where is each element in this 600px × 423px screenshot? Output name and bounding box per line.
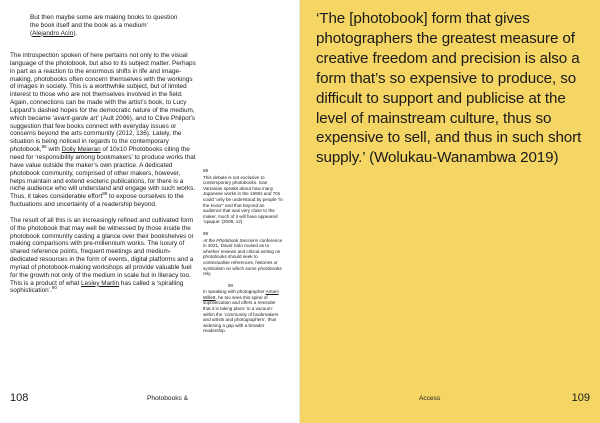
paragraph-1-text-d: of 10x10 Photobooks citing the need for ‘responsibility among bookmakers’ to produce works that have value outside the maker’s own practice. A dedicated photobook community, comprised of other makers, however, helps maintain and extend esoteric publications, for there is a niche audience who will understand and engage with such works. Thus, it takes considerable effort	[10, 146, 196, 201]
footnote-number: 89	[203, 230, 209, 236]
footnote-89	[203, 231, 283, 277]
footnote-text	[203, 289, 283, 334]
footnote-ref-90[interactable]: 90	[51, 285, 57, 291]
paragraph-1-italic: ‘avant-garde art’	[52, 114, 99, 122]
footnote-italic: At the Photobook Sessions	[203, 237, 259, 243]
paragraph-1-text-b: (Ault 2006), and to Clive Philpot’s suggestion that few books connect with everyday issues or concerns beyond the arts community (2012, 136). Lately, the situation is being noticed in regards to the contemporary photobook,	[10, 114, 195, 154]
footnote-90	[203, 283, 283, 334]
link-lesley-martin[interactable]: Lesley Martin	[81, 279, 120, 287]
footnote-number: 88	[203, 168, 209, 173]
book-gutter	[299, 0, 301, 423]
paragraph-2-text-b: has called a ‘spiralling sophistication’.	[10, 279, 184, 295]
pull-quote: ‘The [photobook] form that gives photographers the greatest measure of creative freedom and precision is also a form that’s so expensive to produce, so difficult to support and publicise at the level of mainstream culture, thus so expensive to sell, and thus in such short supply.’ (Wolukau-Wanambwa 2019)	[316, 10, 582, 167]
epigraph-close: ).	[73, 29, 78, 37]
footnote-text-rest: conference in 2021, David Solo mused as to whether reviews and critical writing on photobooks should seek to contextualise references, histories or symbolism on which some photobooks rely.	[203, 237, 283, 277]
running-head-right: Access	[419, 395, 441, 402]
footnote-number: 90	[228, 282, 234, 288]
paragraph-1-text-e: to expose ourselves to the fluctuations and uncertainty of a readership beyond.	[10, 193, 184, 209]
link-amani-willett[interactable]: Amani Willett	[203, 289, 279, 300]
footnote-text-b: , he too sees this spiral of sophistication and offers a reminder that it is taking place ‘in a vacuum’ within the ‘community of bookmakers and artists and photographers’, thus widening a gap with a broader readership.	[203, 294, 279, 334]
footnote-text	[203, 238, 283, 277]
page-number-left: 108	[10, 392, 29, 404]
body-text	[10, 52, 196, 303]
running-head-left: Photobooks &	[147, 395, 189, 402]
footnote-text-a: In speaking with photographer	[203, 289, 266, 295]
footnote-ref-88[interactable]: 88	[41, 144, 47, 149]
paragraph-2-text-a: The result of all this is an increasingly refined and cultivated form of the photobook that may well be witnessed by those inside the photobook community casting a glance over their bookshelves or making comparisons with pre-millennium works. The luxury of shared reference points, frequent meetings and medium-dedicated resources in the form of events, digital platforms and a myriad of photobook-making workshops all provide valuable fuel for the growth not only of the medium in scale but in literacy too. This is a product of what	[10, 216, 194, 287]
footnote-text: This debate is not exclusive to contemporary photobooks. Ivan Vartanian speaks about how many Japanese works in the 1960s and 70s could ‘only be understood by people “in the know”’ and that beyond an audience that was very close to the maker, much of it will have appeared ‘opaque’ (2009, 12).	[203, 174, 283, 225]
epigraph-attribution-link[interactable]: Alejandro Acín	[32, 29, 74, 37]
paragraph-1-text-c: with	[46, 146, 62, 154]
paragraph-1-text-a: The introspection spoken of here pertains not only to the visual language of the photobook, but also to its subject matter. Perhaps in part as a reaction to the enormous shifts in life and image-making, photobooks often concern themselves with the workings of images in society. This is a worthwhile subject, but of limited interest to those who are not themselves involved in the field. Again, connections can be made with the artist’s book, to Lucy Lippard’s dashed hopes for the democratic nature of the medium, which became	[10, 52, 196, 122]
footnotes-column	[203, 168, 283, 340]
page-number-right: 109	[571, 392, 590, 404]
paragraph-1	[10, 52, 196, 209]
footnote-88	[203, 168, 283, 225]
paragraph-2	[10, 217, 196, 295]
link-dolly-meieran[interactable]: Dolly Meieran	[61, 146, 101, 154]
footnote-ref-89[interactable]: 89	[102, 191, 108, 197]
right-page	[300, 0, 600, 423]
epigraph: But then maybe some are making books to question the book itself and the book as a medium’ (Alejandro Acín).	[30, 14, 178, 37]
epigraph-text: But then maybe some are making books to question the book itself and the book as a medium’	[30, 14, 178, 29]
